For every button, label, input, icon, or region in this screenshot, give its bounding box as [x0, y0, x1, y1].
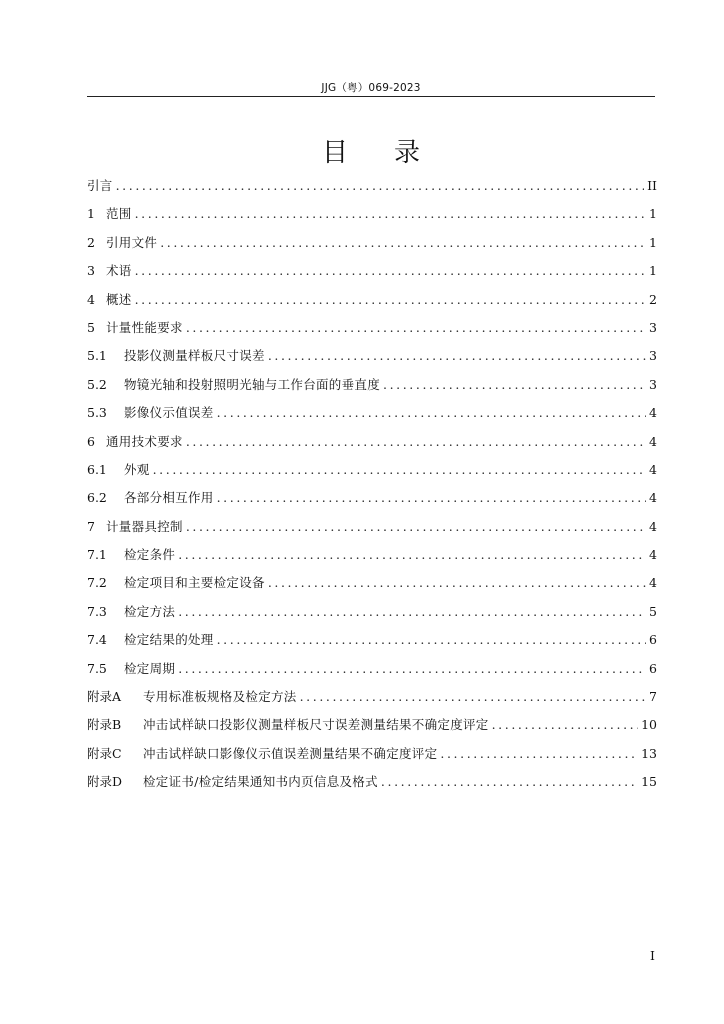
toc-dot-leader	[268, 569, 646, 597]
toc-title-part2: 录	[394, 138, 421, 168]
toc-entry-page: 4	[649, 461, 657, 477]
toc-entry-title: 术语	[106, 263, 132, 279]
toc-dot-leader	[116, 172, 645, 200]
toc-entry-number: 7.2	[87, 575, 107, 591]
toc-dot-leader	[383, 371, 646, 399]
toc-entry-page: 3	[649, 376, 657, 392]
toc-entry-page: 7	[649, 689, 657, 705]
toc-entry-number: 7	[87, 518, 95, 534]
toc-entry-title: 计量性能要求	[106, 319, 183, 335]
toc-dot-leader	[135, 286, 646, 314]
toc-dot-leader	[268, 342, 646, 370]
toc-entry-number: 7.4	[87, 632, 107, 648]
toc-entry[interactable]	[87, 428, 657, 456]
toc-dot-leader	[492, 711, 638, 739]
toc-entry-page: 4	[649, 490, 657, 506]
toc-entry[interactable]	[87, 541, 657, 569]
toc-title-part1: 目	[321, 138, 348, 168]
toc-dot-leader	[381, 768, 638, 796]
toc-entry-number: 6.2	[87, 490, 107, 506]
toc-entry[interactable]	[87, 569, 657, 597]
document-code-header: JJG（粤）069-2023	[321, 82, 421, 94]
toc-entry-title: 检定条件	[124, 547, 176, 563]
toc-entry[interactable]	[87, 257, 657, 285]
toc-entry-page: 4	[649, 405, 657, 421]
toc-entry-title: 计量器具控制	[106, 518, 183, 534]
toc-entry-page: 2	[649, 291, 657, 307]
toc-entry[interactable]	[87, 513, 657, 541]
toc-entry-number: 6	[87, 433, 95, 449]
toc-entry[interactable]	[87, 683, 657, 711]
toc-dot-leader	[178, 541, 646, 569]
toc-entry[interactable]	[87, 200, 657, 228]
toc-entry-page: 6	[649, 660, 657, 676]
toc-entry-title: 检定方法	[124, 603, 176, 619]
toc-entry-page: 6	[649, 632, 657, 648]
toc-dot-leader	[186, 428, 646, 456]
toc-entry-number: 1	[87, 206, 95, 222]
toc-dot-leader	[217, 626, 646, 654]
toc-entry-number: 5.2	[87, 376, 107, 392]
toc-entry-title: 专用标准板规格及检定方法	[143, 689, 297, 705]
toc-dot-leader	[160, 229, 646, 257]
toc-entry-number: 5.1	[87, 348, 107, 364]
toc-dot-leader	[153, 456, 646, 484]
toc-entry-number: 附录A	[87, 689, 122, 705]
toc-entry[interactable]	[87, 484, 657, 512]
toc-entry-title: 影像仪示值误差	[124, 405, 214, 421]
toc-entry-number: 附录B	[87, 717, 122, 733]
toc-entry-page: 5	[649, 603, 657, 619]
toc-entry-page: 4	[649, 433, 657, 449]
toc-entry[interactable]	[87, 399, 657, 427]
toc-entry-title: 通用技术要求	[106, 433, 183, 449]
toc-entry-title: 冲击试样缺口影像仪示值误差测量结果不确定度评定	[143, 745, 438, 761]
toc-dot-leader	[186, 513, 646, 541]
toc-entry-title: 检定项目和主要检定设备	[124, 575, 265, 591]
toc-entry-page: 10	[641, 717, 657, 733]
toc-entry-page: 4	[649, 518, 657, 534]
toc-dot-leader	[300, 683, 646, 711]
toc-entry-title: 冲击试样缺口投影仪测量样板尺寸误差测量结果不确定度评定	[143, 717, 489, 733]
toc-entry[interactable]	[87, 456, 657, 484]
toc-entry-page: 3	[649, 348, 657, 364]
toc-entry[interactable]	[87, 286, 657, 314]
toc-entry-number: 3	[87, 263, 95, 279]
toc-dot-leader	[217, 399, 646, 427]
toc-entry[interactable]	[87, 172, 657, 200]
toc-dot-leader	[186, 314, 646, 342]
toc-entry-page: 15	[641, 774, 657, 790]
toc-entry-page: 1	[649, 263, 657, 279]
toc-entry-title: 概述	[106, 291, 132, 307]
toc-entry-title: 外观	[124, 461, 150, 477]
toc-entry-page: 3	[649, 319, 657, 335]
toc-entry-number: 6.1	[87, 461, 107, 477]
toc-entry-title: 引用文件	[106, 234, 158, 250]
toc-entry[interactable]	[87, 229, 657, 257]
toc-entry-number: 附录D	[87, 774, 123, 790]
toc-entry-page: 1	[649, 234, 657, 250]
toc-entry[interactable]	[87, 655, 657, 683]
toc-dot-leader	[178, 655, 646, 683]
toc-entry-page: 1	[649, 206, 657, 222]
toc-entry-title: 检定证书/检定结果通知书内页信息及格式	[143, 774, 378, 790]
toc-dot-leader	[440, 740, 638, 768]
toc-dot-leader	[135, 200, 646, 228]
toc-entry-page: 13	[641, 745, 657, 761]
toc-entry[interactable]	[87, 711, 657, 739]
toc-entry-number: 5	[87, 319, 95, 335]
toc-entry-title: 物镜光轴和投射照明光轴与工作台面的垂直度	[124, 376, 381, 392]
toc-entry-title: 检定结果的处理	[124, 632, 214, 648]
toc-entry-number: 2	[87, 234, 95, 250]
toc-entry-page: II	[647, 178, 657, 193]
toc-dot-leader	[135, 257, 646, 285]
toc-dot-leader	[178, 598, 646, 626]
toc-entry[interactable]	[87, 371, 657, 399]
toc-entry-title: 投影仪测量样板尺寸误差	[124, 348, 265, 364]
toc-entry-page: 4	[649, 547, 657, 563]
toc-entry[interactable]	[87, 314, 657, 342]
toc-entry[interactable]	[87, 626, 657, 654]
table-of-contents	[87, 172, 657, 797]
toc-dot-leader	[217, 484, 646, 512]
toc-entry-number: 附录C	[87, 745, 122, 761]
toc-entry-page: 4	[649, 575, 657, 591]
toc-entry[interactable]	[87, 740, 657, 768]
toc-entry[interactable]	[87, 342, 657, 370]
toc-entry-number: 5.3	[87, 405, 107, 421]
toc-entry[interactable]	[87, 598, 657, 626]
toc-entry-number: 7.3	[87, 603, 107, 619]
toc-title	[87, 136, 655, 170]
toc-entry-number: 7.1	[87, 547, 107, 563]
toc-entry-number: 7.5	[87, 660, 107, 676]
page-number: I	[650, 948, 655, 963]
toc-entry-title: 检定周期	[124, 660, 176, 676]
toc-entry-title: 各部分相互作用	[124, 490, 214, 506]
toc-entry[interactable]	[87, 768, 657, 796]
header-rule	[87, 96, 655, 97]
toc-entry-title: 引言	[87, 178, 113, 193]
toc-entry-title: 范围	[106, 206, 132, 222]
toc-entry-number: 4	[87, 291, 95, 307]
